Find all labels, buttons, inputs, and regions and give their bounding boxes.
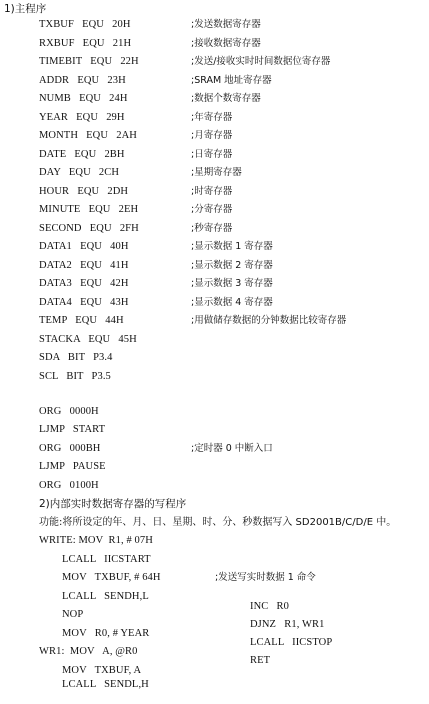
equate-line: MONTH EQU 2AH (39, 130, 137, 141)
equate-line: DATA4 EQU 43H (39, 297, 129, 308)
code-line: LJMP PAUSE (39, 461, 106, 472)
code-line: DJNZ R1, WR1 (250, 619, 325, 630)
code-line: LJMP START (39, 424, 106, 435)
equate-line: NUMB EQU 24H (39, 93, 128, 104)
equate-line: TIMEBIT EQU 22H (39, 56, 139, 67)
equate-line: SCL BIT P3.5 (39, 371, 111, 382)
equate-line: DATA3 EQU 42H (39, 278, 129, 289)
code-line: MOV R0, # YEAR (62, 628, 150, 639)
equate-line: SDA BIT P3.4 (39, 352, 113, 363)
code-line: NOP (62, 609, 84, 620)
equate-line: RXBUF EQU 21H (39, 38, 132, 49)
code-line: MOV TXBUF, A (62, 665, 142, 676)
equate-line: HOUR EQU 2DH (39, 186, 129, 197)
equate-comment: ;用做储存数据的分钟数据比较寄存器 (191, 315, 347, 326)
equate-comment: ;显示数据 2 寄存器 (191, 260, 273, 271)
equate-line: DATE EQU 2BH (39, 149, 125, 160)
equate-comment: ;星期寄存器 (191, 167, 242, 178)
equate-line: DATA1 EQU 40H (39, 241, 129, 252)
code-line: ORG 0100H (39, 480, 99, 491)
code-line: ORG 000BH (39, 443, 101, 454)
equate-line: TXBUF EQU 20H (39, 19, 131, 30)
equate-comment: ;日寄存器 (191, 149, 233, 160)
equate-comment: ;时寄存器 (191, 186, 233, 197)
equate-comment: ;显示数据 1 寄存器 (191, 241, 273, 252)
code-line: WRITE: MOV R1, # 07H (39, 535, 153, 546)
section-2-description: 功能:将所设定的年、月、日、星期、时、分、秒数据写入 SD2001B/C/D/E 中。 (39, 517, 397, 528)
code-line: LCALL SENDL,H (62, 679, 149, 690)
equate-line: TEMP EQU 44H (39, 315, 124, 326)
equate-comment: ;分寄存器 (191, 204, 233, 215)
equate-comment: ;年寄存器 (191, 112, 233, 123)
equate-comment: ;秒寄存器 (191, 223, 233, 234)
equate-line: STACKA EQU 45H (39, 334, 137, 345)
equate-comment: ;月寄存器 (191, 130, 233, 141)
code-line: LCALL IICSTART (62, 554, 151, 565)
code-line: LCALL IICSTOP (250, 637, 333, 648)
equate-comment: ;SRAM 地址寄存器 (191, 75, 272, 86)
section-1-heading: 1)主程序 (4, 3, 47, 15)
equate-comment: ;显示数据 3 寄存器 (191, 278, 273, 289)
equate-comment: ;发送数据寄存器 (191, 19, 261, 30)
equate-comment: ;数据个数寄存器 (191, 93, 261, 104)
equate-line: DATA2 EQU 41H (39, 260, 129, 271)
equate-comment: ;接收数据寄存器 (191, 38, 261, 49)
equate-comment: ;显示数据 4 寄存器 (191, 297, 273, 308)
equate-line: DAY EQU 2CH (39, 167, 120, 178)
code-line: RET (250, 655, 271, 666)
code-line: INC R0 (250, 601, 290, 612)
code-line: MOV TXBUF, # 64H (62, 572, 161, 583)
code-line: ORG 0000H (39, 406, 99, 417)
code-comment: ;定时器 0 中断入口 (191, 443, 273, 454)
equate-line: YEAR EQU 29H (39, 112, 125, 123)
equate-line: SECOND EQU 2FH (39, 223, 139, 234)
equate-line: ADDR EQU 23H (39, 75, 126, 86)
code-comment: ;发送写实时数据 1 命令 (215, 572, 316, 583)
section-2-heading: 2)内部实时数据寄存器的写程序 (39, 498, 187, 510)
code-line: LCALL SENDH,L (62, 591, 149, 602)
equate-line: MINUTE EQU 2EH (39, 204, 139, 215)
equate-comment: ;发送/接收实时时间数据位寄存器 (191, 56, 331, 67)
code-line: WR1: MOV A, @R0 (39, 646, 138, 657)
